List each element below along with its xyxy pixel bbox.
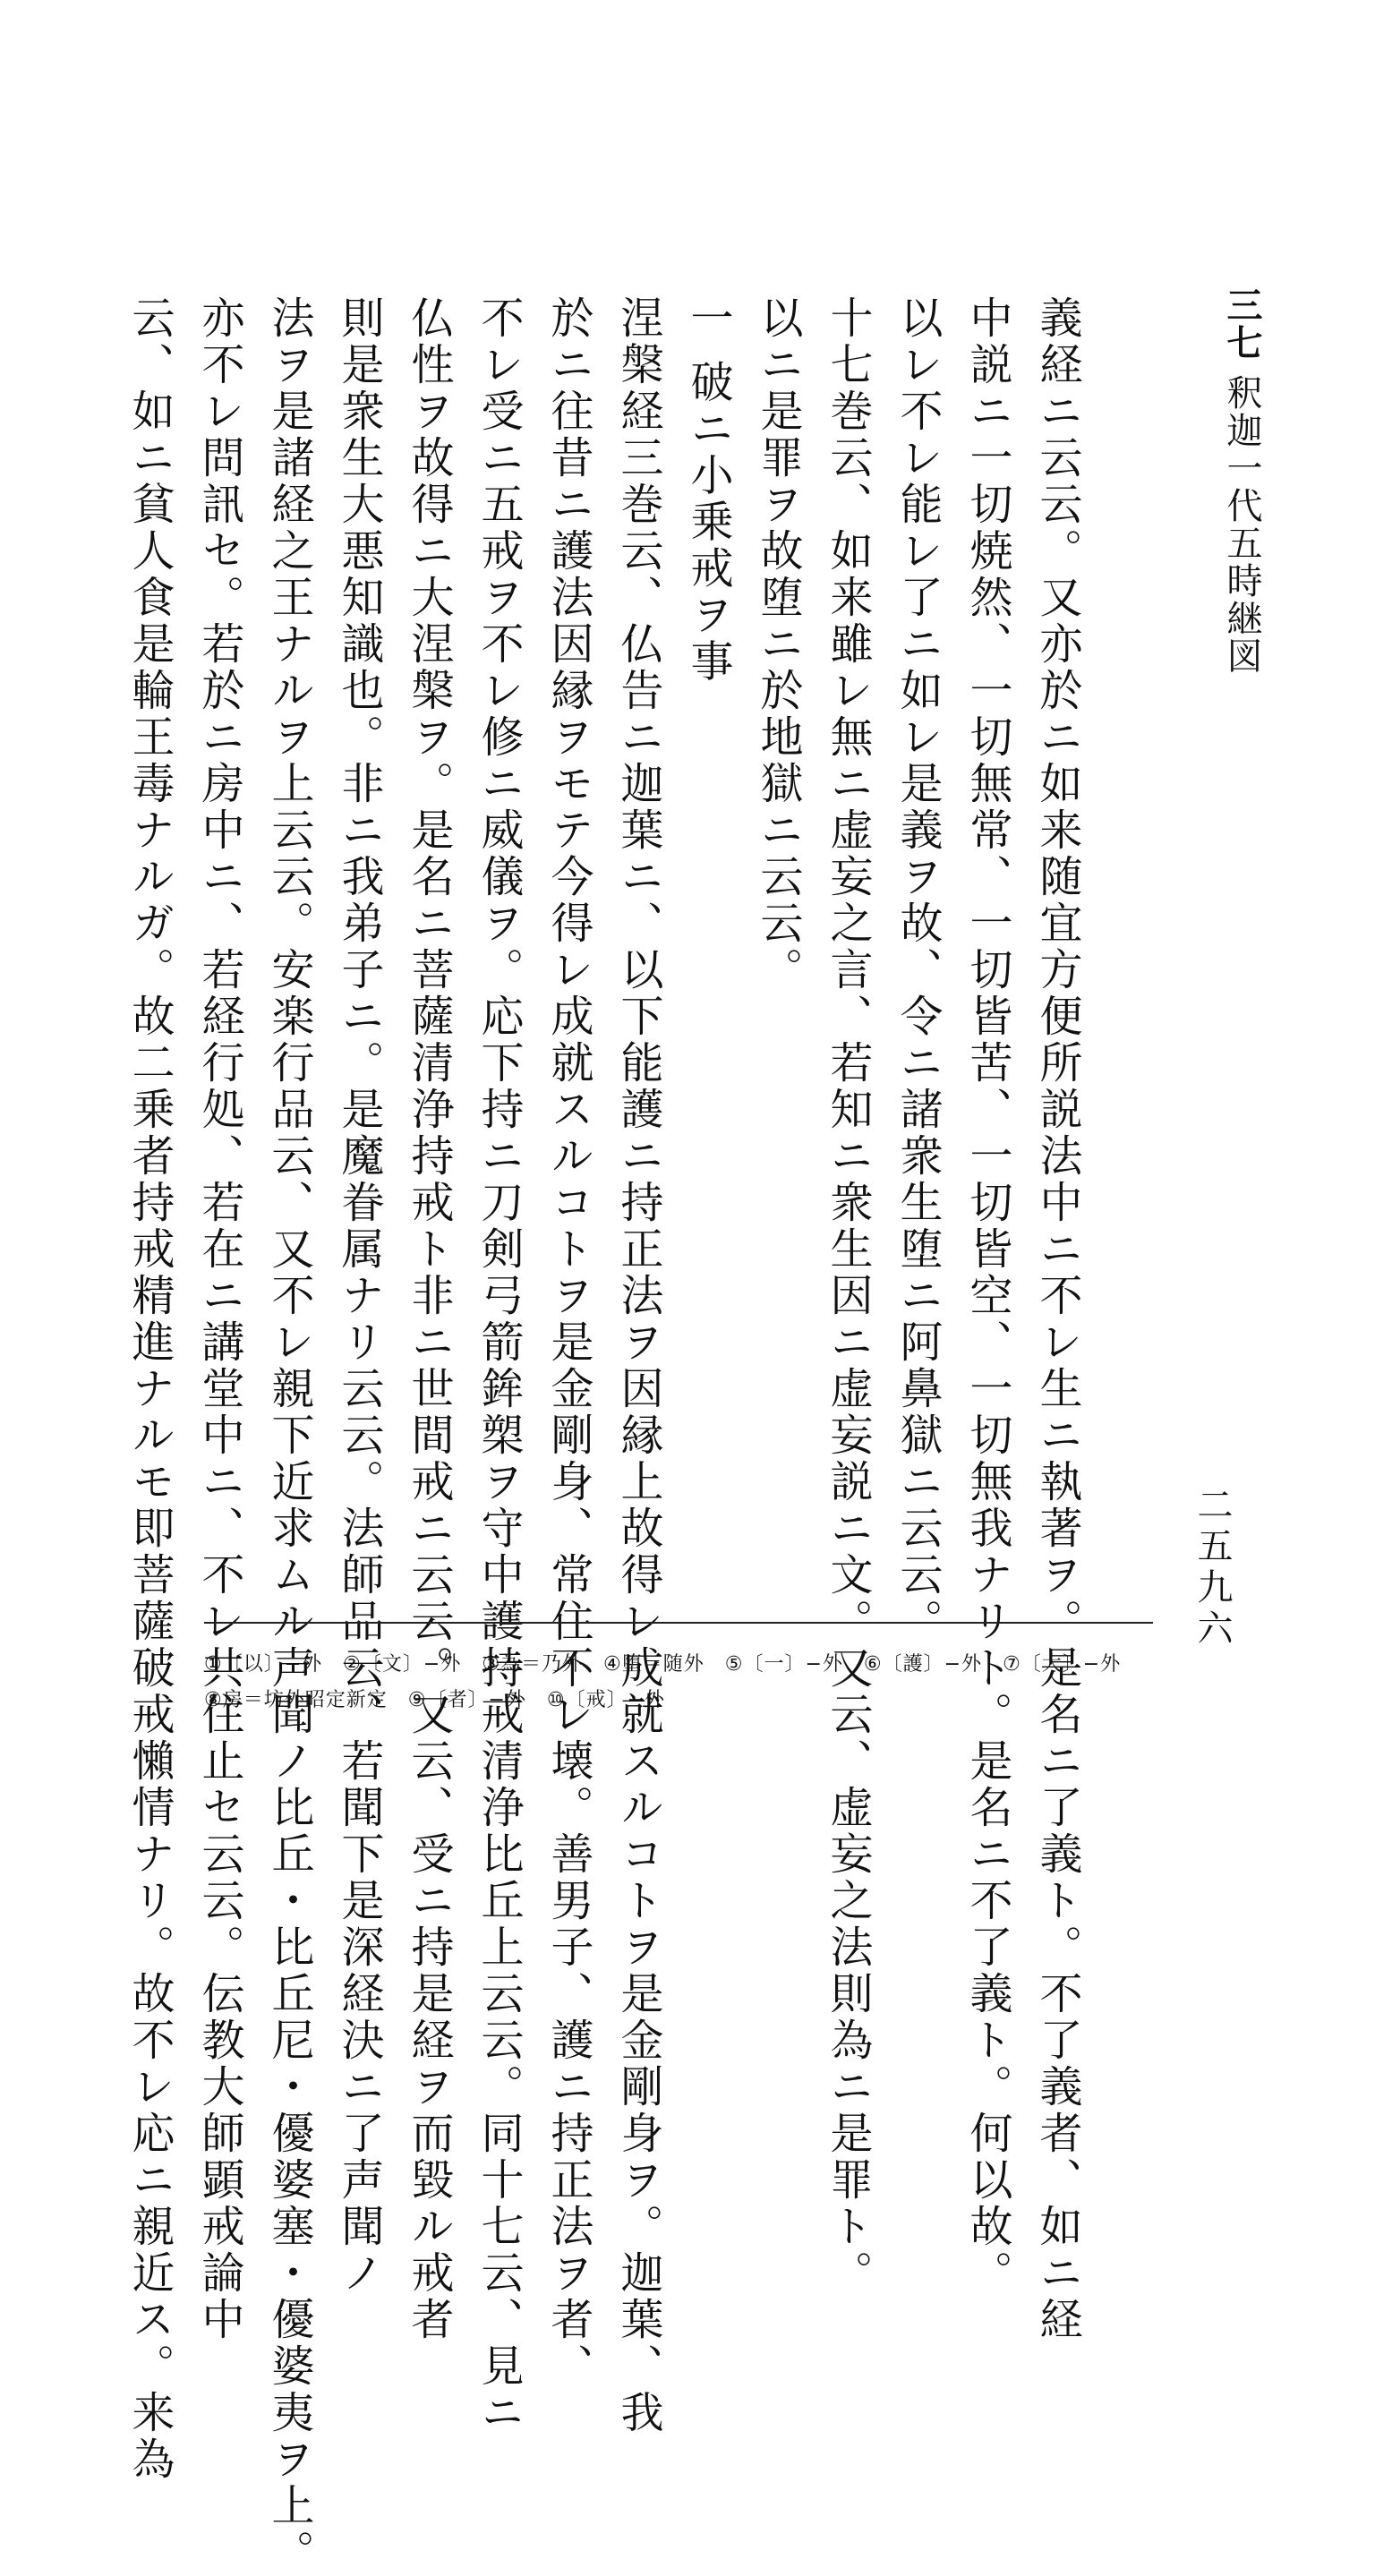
footnote-divider xyxy=(204,1622,1153,1624)
page-number: 二五九六 xyxy=(1191,1486,1233,1651)
text-line: 以ニ是罪ヲ故堕ニ於地獄ニ云云。 xyxy=(753,295,803,994)
text-line: 仏性ヲ故得ニ大涅槃ヲ。是名ニ菩薩清浄持戒ト非ニ世間戒ニ云云。又云、受ニ持是経ヲ而毀ル戒者 xyxy=(404,295,454,2343)
running-title: 釈迦一代五時継図 xyxy=(1221,374,1262,675)
text-line: 云、如ニ貧人食是輪王毒ナルガ。故二乗者持戒精進ナルモ即菩薩破戒懶情ナリ。故不レ応ニ親近ス。来為 xyxy=(124,295,175,2483)
section-heading: 一 破ニ小乗戒ヲ事 xyxy=(683,295,733,686)
footnotes xyxy=(204,1647,1162,1719)
text-line: 亦不レ問訊セ。若於ニ房中ニ、若経行処、若在ニ講堂中ニ、不レ共住止セ云云。伝教大師顕戒論中 xyxy=(194,295,244,2343)
text-line: 義経ニ云云。又亦於ニ如来随宜方便所説法中ニ不レ生ニ執著ヲ。是名ニ了義ト。不了義者、如ニ経 xyxy=(1032,295,1082,2343)
text-line: 於ニ往昔ニ護法因縁ヲモテ今得レ成就スルコトヲ是金剛身、常住不レ壊。善男子、護ニ持正法ヲ者、 xyxy=(543,295,594,2390)
chapter-number: 三七 xyxy=(1221,286,1263,362)
text-line: 以レ不レ能レ了ニ如レ是義ヲ故、令ニ諸衆生堕ニ阿鼻獄ニ云云。 xyxy=(892,295,943,1645)
text-line: 法ヲ是諸経之王ナルヲ上云云。安楽行品云、又不レ親下近求ムル声聞ノ比丘・比丘尼・優婆塞・優婆夷ヲ上。 xyxy=(264,295,314,2576)
text-line: 涅槃経三巻云、仏告ニ迦葉ニ、以下能護ニ持正法ヲ因縁上故得レ成就スルコトヲ是金剛身ヲ。迦葉、我 xyxy=(613,295,663,2436)
text-line: 則是衆生大悪知識也。非ニ我弟子ニ。是魔眷属ナリ云云。法師品云、若聞下是深経決ニ了声聞ノ xyxy=(334,295,384,2297)
text-line: 中説ニ一切焼然、一切無常、一切皆苦、一切皆空、一切無我ナリト。是名ニ不了義ト。何以故。 xyxy=(962,295,1012,2297)
text-line: 不レ受ニ五戒ヲ不レ修ニ威儀ヲ。応下持ニ刀剣弓箭鉾槊ヲ守中護持戒清浄比丘上云云。同十七云、見ニ xyxy=(474,295,524,2436)
page-header xyxy=(1106,286,1268,967)
text-line: 十七巻云、如来雖レ無ニ虚妄之言、若知ニ衆生因ニ虚妄説ニ文。又云、虚妄之法則為ニ是罪ト。 xyxy=(823,295,873,2297)
footnote-line: ⑧房＝坊外昭定新定 ⑨〔者〕−外 ⑩〔戒〕−外 xyxy=(204,1689,666,1711)
footnote-line: ①〔以〕−外 ②〔文〕−外 ③為＝乃外 ④堕＝随外 ⑤〔一〕−外 ⑥〔護〕−外 ⑦〔大〕−外 xyxy=(204,1653,1122,1676)
